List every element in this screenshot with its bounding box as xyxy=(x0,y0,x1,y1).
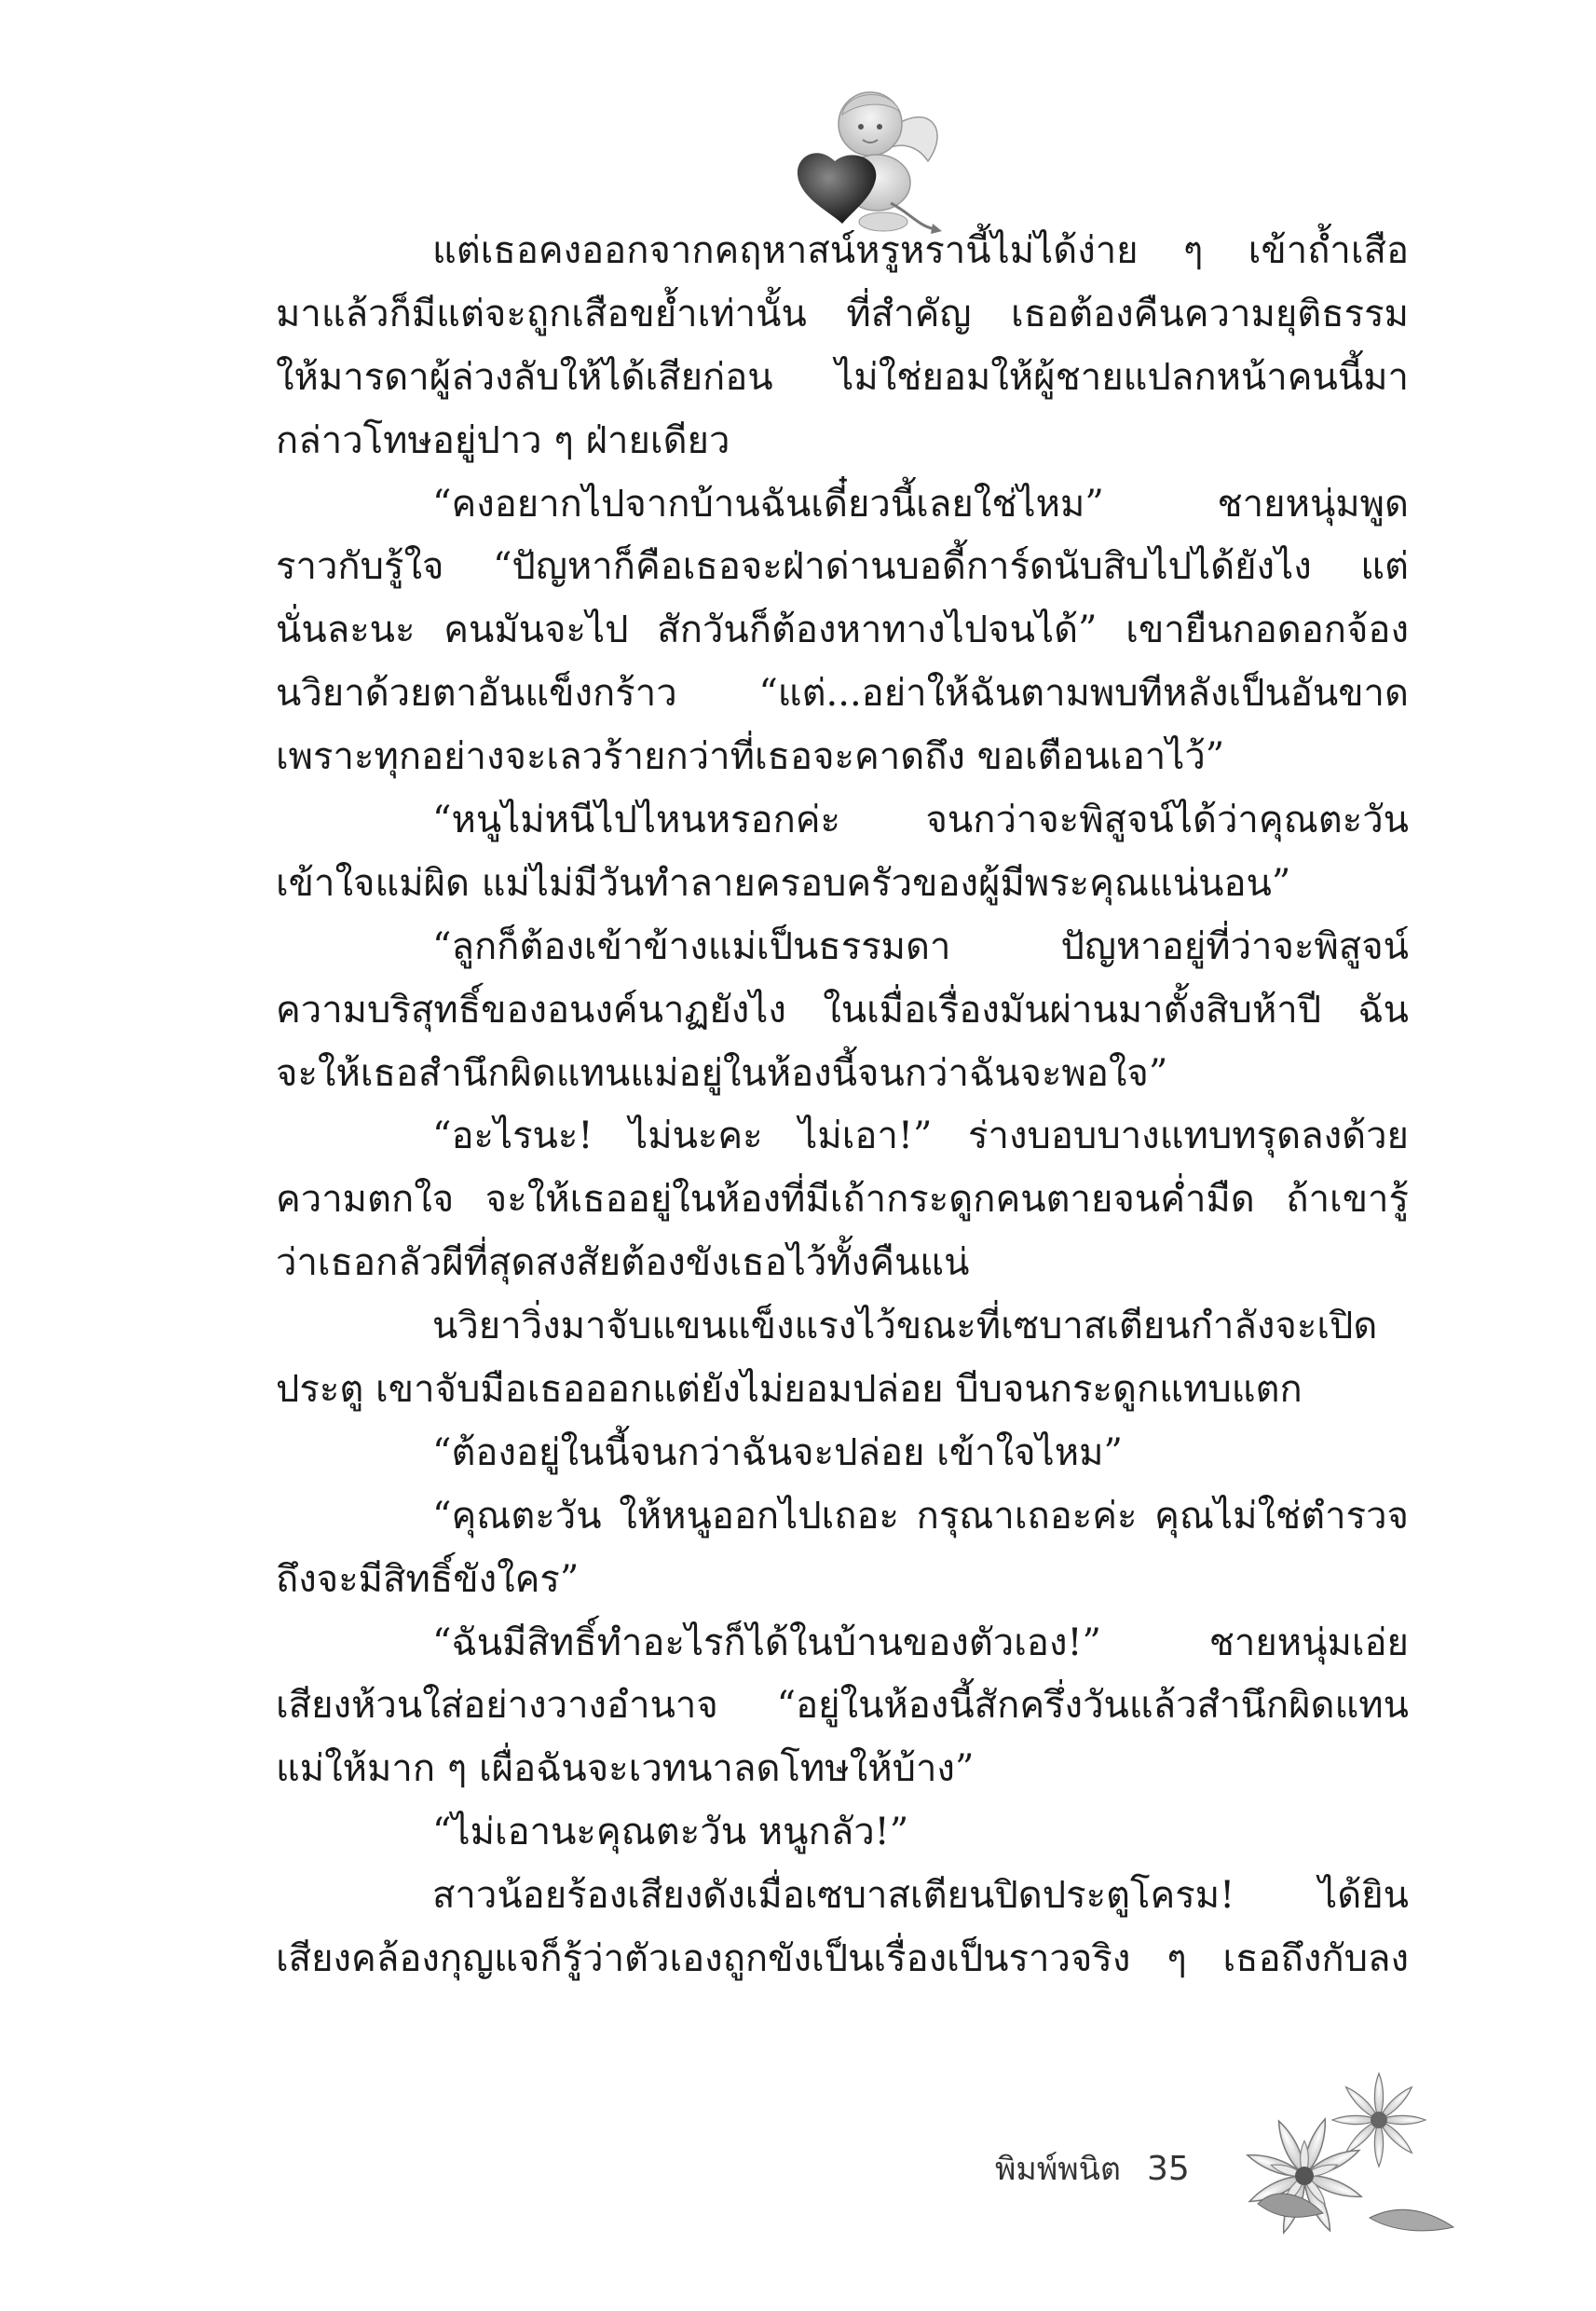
text-line: เสียงคล้องกุญแจก็รู้ว่าตัวเองถูกขังเป็นเรื่องเป็นราวจริง ๆ เธอถึงกับลง xyxy=(276,1937,1409,1981)
text-line: กล่าวโทษอยู่ปาว ๆ ฝ่ายเดียว xyxy=(276,418,730,462)
text-line: จะให้เธอสำนึกผิดแทนแม่อยู่ในห้องนี้จนกว่าฉันจะพอใจ” xyxy=(276,1051,1168,1095)
text-line: “ลูกก็ต้องเข้าข้างแม่เป็นธรรมดา ปัญหาอยู่ที่ว่าจะพิสูจน์ xyxy=(432,924,1409,968)
text-line: “อะไรนะ! ไม่นะคะ ไม่เอา!” ร่างบอบบางแทบทรุดลงด้วย xyxy=(432,1114,1409,1158)
text-line: ความตกใจ จะให้เธออยู่ในห้องที่มีเถ้ากระดูกคนตายจนค่ำมืด ถ้าเขารู้ xyxy=(276,1178,1409,1222)
text-line: เสียงห้วนใส่อย่างวางอำนาจ “อยู่ในห้องนี้สักครึ่งวันแล้วสำนึกผิดแทน xyxy=(276,1684,1409,1728)
text-line: ถึงจะมีสิทธิ์ขังใคร” xyxy=(276,1557,580,1601)
text-line: ประตู เขาจับมือเธอออกแต่ยังไม่ยอมปล่อย บีบจนกระดูกแทบแตก xyxy=(276,1368,1303,1412)
text-line: แต่เธอคงออกจากคฤหาสน์หรูหรานี้ไม่ได้ง่าย ๆ เข้าถ้ำเสือ xyxy=(432,229,1409,272)
text-line: “หนูไม่หนีไปไหนหรอกค่ะ จนกว่าจะพิสูจน์ได้ว่าคุณตะวัน xyxy=(432,799,1409,842)
text-line: นั่นละนะ คนมันจะไป สักวันก็ต้องหาทางไปจนได้” เขายืนกอดอกจ้อง xyxy=(276,609,1409,652)
text-line: ความบริสุทธิ์ของอนงค์นาฏยังไง ในเมื่อเรื่องมันผ่านมาตั้งสิบห้าปี ฉัน xyxy=(276,988,1409,1032)
page-number: 35 xyxy=(1146,2149,1190,2188)
text-line: แม่ให้มาก ๆ เผื่อฉันจะเวทนาลดโทษให้บ้าง” xyxy=(276,1747,975,1791)
text-line: เข้าใจแม่ผิด แม่ไม่มีวันทำลายครอบครัวของผู้มีพระคุณแน่นอน” xyxy=(276,861,1291,905)
text-line: “ฉันมีสิทธิ์ทำอะไรก็ได้ในบ้านของตัวเอง!” ชายหนุ่มเอ่ย xyxy=(432,1620,1409,1664)
page-footer xyxy=(995,2145,1190,2192)
text-line: “ต้องอยู่ในนี้จนกว่าฉันจะปล่อย เข้าใจไหม” xyxy=(432,1430,1123,1474)
text-line: นวิยาด้วยตาอันแข็งกร้าว “แต่...อย่าให้ฉันตามพบทีหลังเป็นอันขาด xyxy=(276,672,1409,716)
text-line: ให้มารดาผู้ล่วงลับให้ได้เสียก่อน ไม่ใช่ยอมให้ผู้ชายแปลกหน้าคนนี้มา xyxy=(276,355,1409,399)
text-line: “คงอยากไปจากบ้านฉันเดี๋ยวนี้เลยใช่ไหม” ชายหนุ่มพูด xyxy=(432,482,1409,526)
text-line: ว่าเธอกลัวผีที่สุดสงสัยต้องขังเธอไว้ทั้งคืนแน่ xyxy=(276,1241,970,1285)
text-line: เพราะทุกอย่างจะเลวร้ายกว่าที่เธอจะคาดถึง ขอเตือนเอาไว้” xyxy=(276,735,1225,779)
body-text xyxy=(276,220,1409,1991)
text-line: นวิยาวิ่งมาจับแขนแข็งแรงไว้ขณะที่เซบาสเตียนกำลังจะเปิด xyxy=(432,1305,1378,1348)
text-line: ราวกับรู้ใจ “ปัญหาก็คือเธอจะฝ่าด่านบอดี้การ์ดนับสิบไปได้ยังไง แต่ xyxy=(276,545,1409,589)
book-title: พิมพ์พนิต xyxy=(995,2151,1121,2188)
text-line: สาวน้อยร้องเสียงดังเมื่อเซบาสเตียนปิดประตูโครม! ได้ยิน xyxy=(432,1874,1409,1918)
text-line: “คุณตะวัน ให้หนูออกไปเถอะ กรุณาเถอะค่ะ คุณไม่ใช่ตำรวจ xyxy=(432,1494,1409,1538)
text-line: “ไม่เอานะคุณตะวัน หนูกลัว!” xyxy=(432,1811,909,1854)
lotus-flowers-icon xyxy=(1239,2064,1481,2250)
text-line: มาแล้วก็มีแต่จะถูกเสือขย้ำเท่านั้น ที่สำคัญ เธอต้องคืนความยุติธรรม xyxy=(276,292,1409,335)
